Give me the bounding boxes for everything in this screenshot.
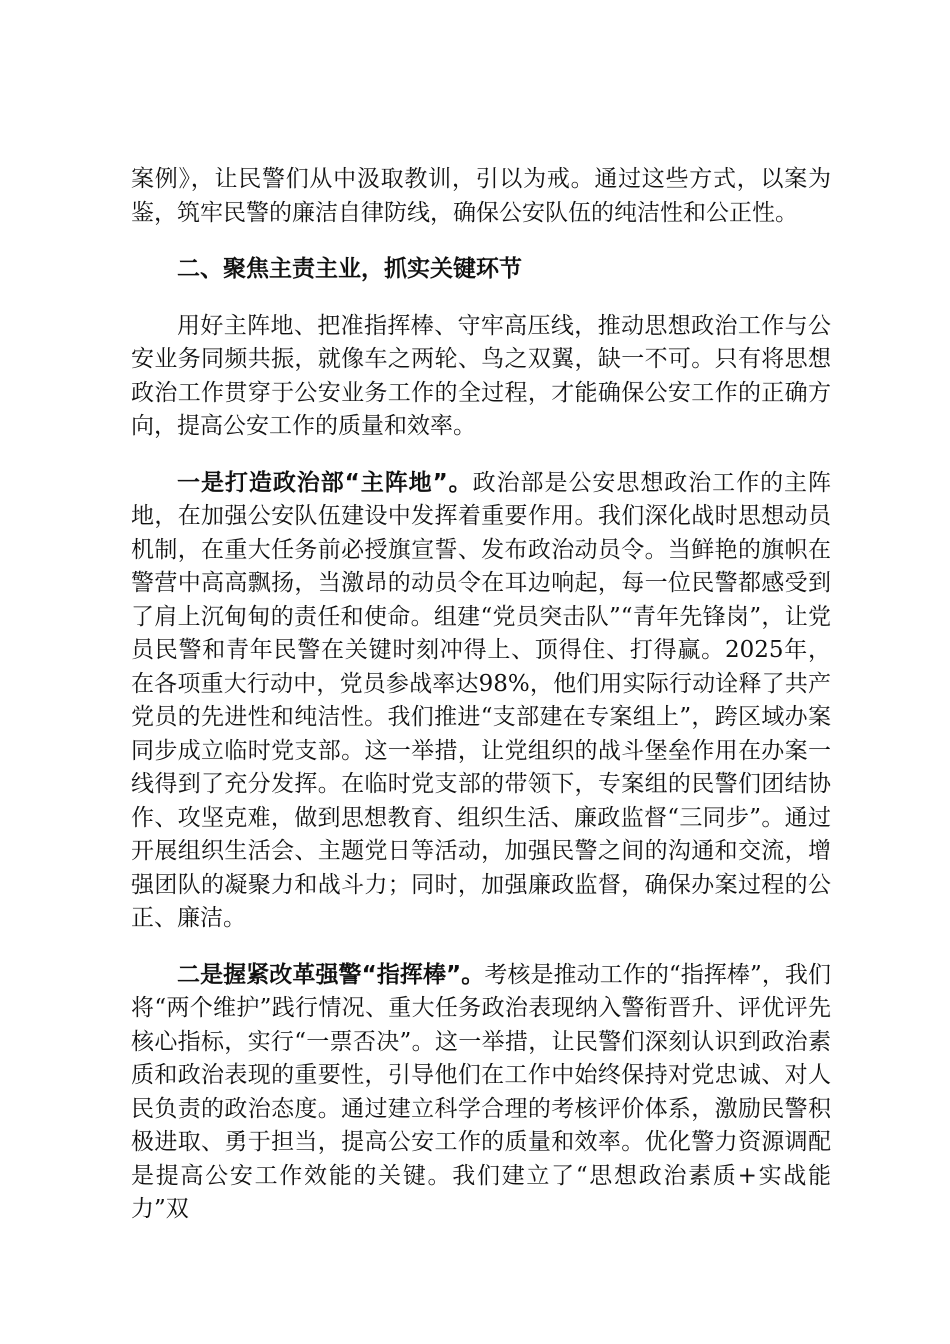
point-one-paragraph [131,467,831,936]
point-two-paragraph [131,959,831,1227]
continuation-paragraph: 案例》，让民警们从中汲取教训，引以为戒。通过这些方式，以案为鉴，筑牢民警的廉洁自律防线，确保公安队伍的纯洁性和公正性。 [131,166,831,226]
document-page [131,163,831,1250]
point-one-lead: 一是打造政治部“主阵地”。 [177,469,473,496]
point-two-lead: 二是握紧改革强警“指挥棒”。 [177,961,485,988]
intro-paragraph: 用好主阵地、把准指挥棒、守牢高压线，推动思想政治工作与公安业务同频共振，就像车之两轮、鸟之双翼，缺一不可。只有将思想政治工作贯穿于公安业务工作的全过程，才能确保公安工作的正确方向，提高公安工作的质量和效率。 [131,312,831,439]
point-two-body: 考核是推动工作的“指挥棒”，我们将“两个维护”践行情况、重大任务政治表现纳入警衔晋升、评优评先核心指标，实行“一票否决”。这一举措，让民警们深刻认识到政治素质和政治表现的重要性，引导他们在工作中始终保持对党忠诚、对人民负责的政治态度。通过建立科学合理的考核评价体系，激励民警积极进取、勇于担当，提高公安工作的质量和效率。优化警力资源调配是提高公安工作效能的关键。我们建立了“思想政治素质+实战能力”双 [131,961,831,1222]
point-one-body: 政治部是公安思想政治工作的主阵地，在加强公安队伍建设中发挥着重要作用。我们深化战时思想动员机制，在重大任务前必授旗宣誓、发布政治动员令。当鲜艳的旗帜在警营中高高飘扬，当激昂的动员令在耳边响起，每一位民警都感受到了肩上沉甸甸的责任和使命。组建“党员突击队”“青年先锋岗”，让党员民警和青年民警在关键时刻冲得上、顶得住、打得赢。2025年，在各项重大行动中，党员参战率达98%，他们用实际行动诠释了共产党员的先进性和纯洁性。我们推进“支部建在专案组上”，跨区域办案同步成立临时党支部。这一举措，让党组织的战斗堡垒作用在办案一线得到了充分发挥。在临时党支部的带领下，专案组的民警们团结协作、攻坚克难，做到思想教育、组织生活、廉政监督“三同步”。通过开展组织生活会、主题党日等活动，加强民警之间的沟通和交流，增强团队的凝聚力和战斗力；同时，加强廉政监督，确保办案过程的公正、廉洁。 [131,469,832,931]
section-heading: 二、聚焦主责主业，抓实关键环节 [177,256,522,282]
